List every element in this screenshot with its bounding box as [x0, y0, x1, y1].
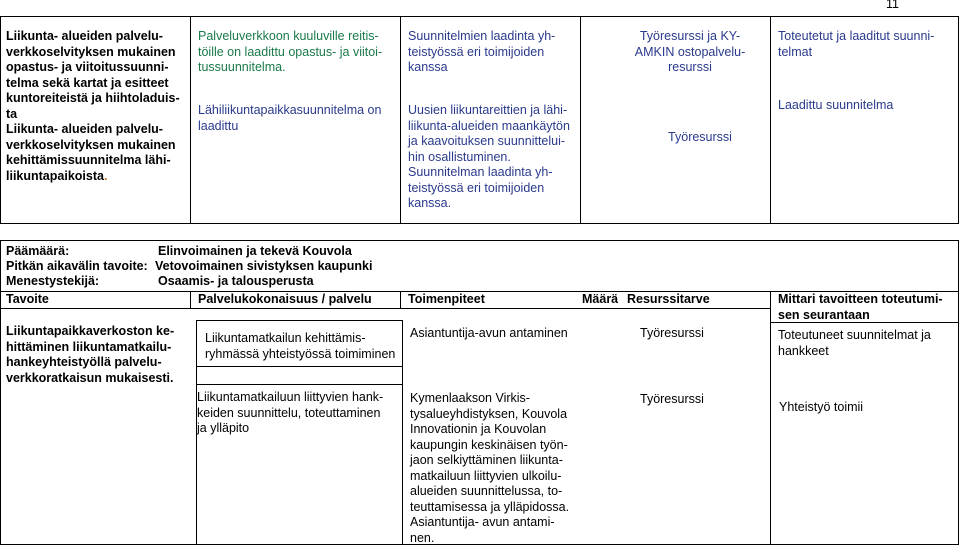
top-metric-b: Laadittu suunnitelma: [778, 98, 894, 112]
col-header-maara: Määrä: [582, 292, 619, 306]
menestys-label: Menestystekijä:: [6, 274, 100, 288]
paamaara-value: Elinvoimainen ja tekevä Kouvola: [158, 244, 352, 258]
top-goal-text: [6, 29, 190, 184]
col-header-tavoite: Tavoite: [6, 292, 49, 306]
col-header-toimenpiteet: Toimenpiteet: [408, 292, 485, 306]
row2-service: Liikuntamatkailuun liittyvien hank- keiden suunnittelu, toteuttaminen ja ylläpito: [197, 390, 384, 435]
top-metric-a: Toteutetut ja laaditut suunni- telmat: [778, 29, 935, 59]
row1-metric: Toteutuneet suunnitelmat ja hankkeet: [778, 328, 931, 358]
row1-service: Liikuntamatkailun kehittämis- ryhmässä yhteistyössä toimiminen: [205, 331, 396, 361]
top-action-b: Uusien liikuntareittien ja lähi- liikunta-alueiden maankäytön ja kaavoituksen suunnittelui- hin osallistuminen. Suunnitelman laadinta yh- teistyössä eri toimijoiden kanssa.: [408, 103, 570, 210]
top-action-a: Suunnitelmien laadinta yh- teistyössä eri toimijoiden kanssa: [408, 29, 556, 74]
page-number: 11: [886, 0, 899, 11]
row1-action: Asiantuntija-avun antaminen: [410, 326, 568, 340]
col-header-mittari: Mittari tavoitteen toteutumi- sen seurantaan: [778, 292, 943, 322]
top-service-a: Palveluverkkoon kuuluville reitis- töille on laadittu opastus- ja viitoi- tussuunnitelma.: [198, 29, 383, 74]
tavoite-label: Pitkän aikavälin tavoite:: [6, 259, 148, 273]
col-header-palvelu: Palvelukokonaisuus / palvelu: [198, 292, 372, 306]
row2-action: Kymenlaakson Virkis- tysalueyhdistyksen, Kouvola Innovationin ja Kouvolan kaupungin keskinäisen työn- jaon selkiyttäminen liikunta- matkailuun liittyvien ulkoilu- alueiden suunnittelussa, to- teuttamisessa ja ylläpidossa. Asiantuntija- avun antami- nen.: [410, 391, 570, 545]
col-header-resurssi: Resurssitarve: [627, 292, 710, 306]
top-service-b: Lähiliikuntapaikkasuunnitelma on laadittu: [198, 103, 382, 133]
top-goal-body: Liikunta- alueiden palvelu- verkkoselvityksen mukainen opastus- ja viitoitussuunni- telma sekä kartat ja esitteet kuntoreiteistä ja hiihtoladuis- ta Liikunta- alueiden palvelu- verkkoselvityksen mukainen kehittämissuunnitelma lähi- liikuntapaikoista: [6, 29, 180, 183]
row1-resource: Työresurssi: [640, 326, 704, 340]
paamaara-label: Päämäärä:: [6, 244, 70, 258]
row2-resource: Työresurssi: [640, 392, 704, 406]
tavoite-value: Vetovoimainen sivistyksen kaupunki: [155, 259, 373, 273]
top-resource-b: Työresurssi: [668, 130, 732, 144]
top-goal-dot: .: [103, 168, 108, 183]
row2-metric: Yhteistyö toimii: [779, 400, 864, 414]
menestys-value: Osaamis- ja talousperusta: [158, 274, 314, 288]
top-resource-a: Työresurssi ja KY- AMKIN ostopalvelu- resurssi: [634, 29, 746, 74]
bottom-goal: Liikuntapaikkaverkoston ke- hittäminen liikuntamatkailu- hankeyhteistyöllä palvelu- verkkoratkaisun mukaisesti.: [6, 324, 175, 385]
